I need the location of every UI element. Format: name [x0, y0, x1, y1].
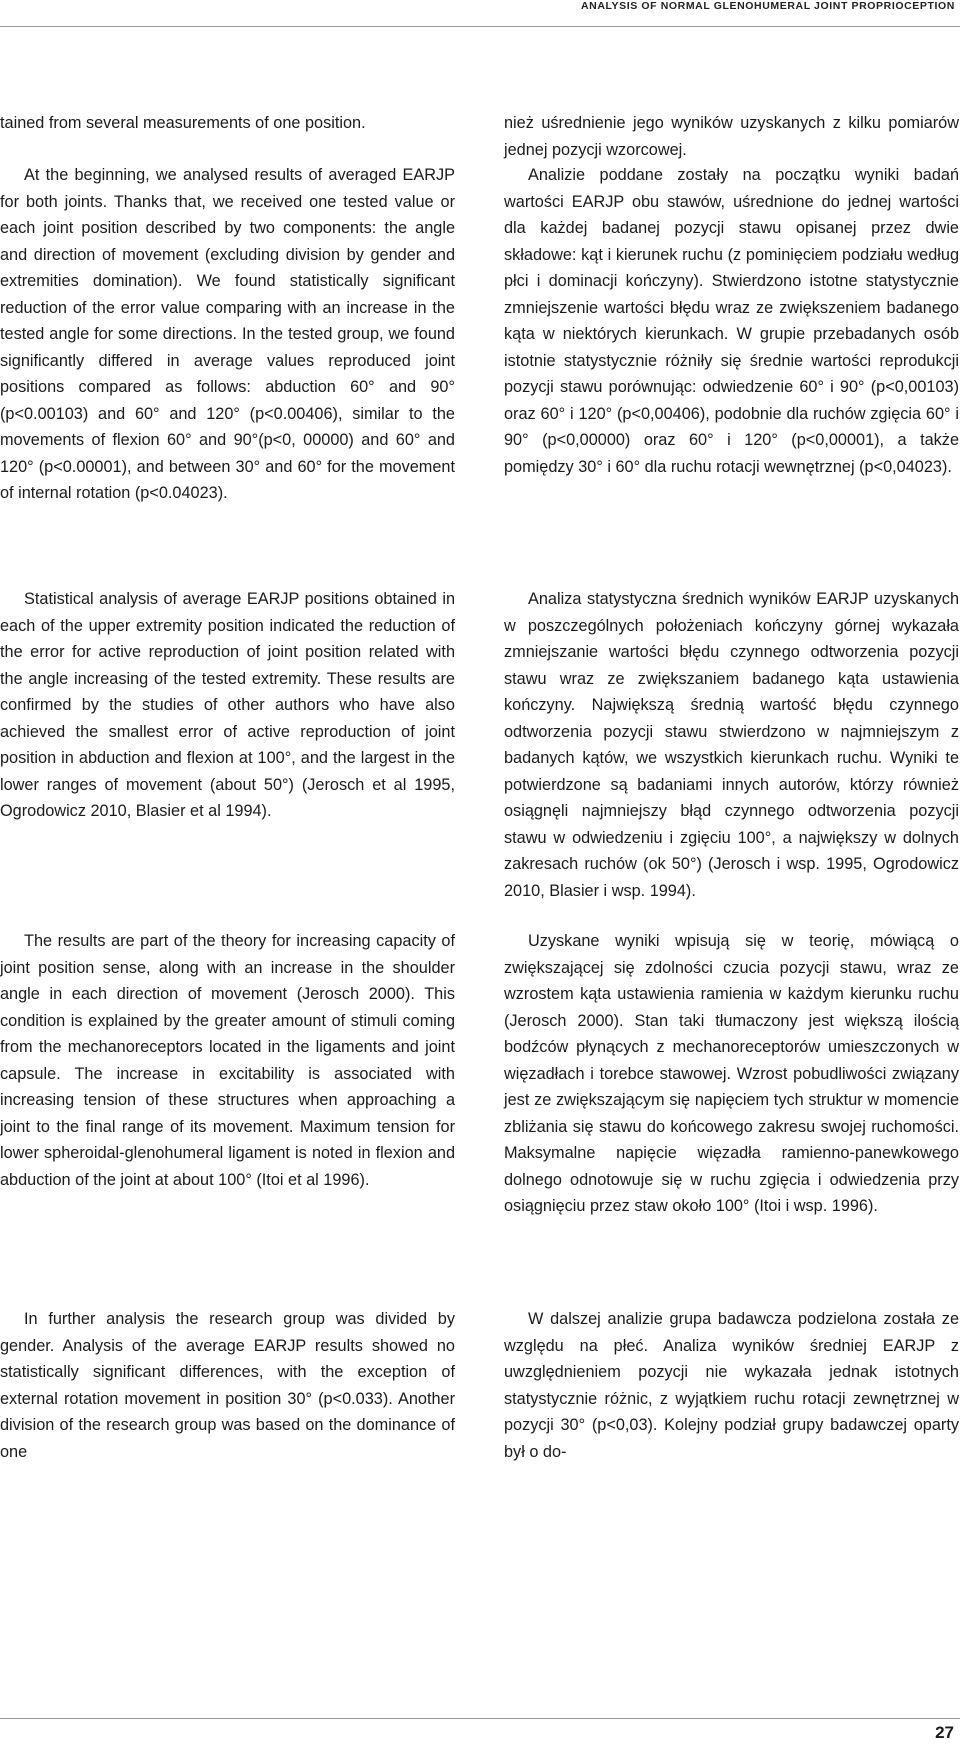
- en-paragraph-3: Statistical analysis of average EARJP positions obtained in each of the upper extremity position indicated the reduction of the error for active reproduction of joint position related with the angle increasing of the tested extremity. These results are confirmed by the studies of other authors who have also achieved the smallest error of active reproduction of joint position in abduction and flexion at 100°, and the largest in the lower ranges of movement (about 50°) (Jerosch et al 1995, Ogrodowicz 2010, Blasier et al 1994).: [0, 590, 455, 820]
- footer-rule: [0, 1718, 960, 1719]
- page-number: 27: [935, 1723, 954, 1742]
- pl-paragraph-4: Uzyskane wyniki wpisują się w teorię, mówiącą o zwiększającej się zdolności czucia pozycji stawu, wraz ze wzrostem kąta ustawienia ramienia w każdym kierunku ruchu (Jerosch 2000). Stan taki tłumaczony jest większą ilością bodźców płynących z mechanoreceptorów umieszczonych w więzadłach i torebce stawowej. Wzrost pobudliwości związany jest ze zwiększającym się napięciem tych struktur w momencie zbliżania się stawu do końcowego zakresu swojej ruchomości. Maksymalne napięcie więzadła ramienno-panewkowego dolnego odnotowuje się w ruchu zgięcia i odwiedzenia przy osiągnięciu przez staw około 100° (Itoi i wsp. 1996).: [504, 932, 959, 1215]
- pl-paragraph-5: W dalszej analizie grupa badawcza podzielona została ze względu na płeć. Analiza wyników średniej EARJP z uwzględnieniem pozycji nie wykazała jednak istotnych statystycznie różnic, z wyjątkiem ruchu rotacji zewnętrznej w pozycji 30° (p<0,03). Kolejny podział grupy badawczej oparty był o do-: [504, 1310, 959, 1461]
- running-title: ANALYSIS OF NORMAL GLENOHUMERAL JOINT PROPRIOCEPTION: [580, 0, 955, 12]
- pl-paragraph-3: Analiza statystyczna średnich wyników EARJP uzyskanych w poszczególnych położeniach kończyny górnej wykazała zmniejszanie wartości błędu czynnego odtworzenia pozycji stawu wraz ze zwiększaniem badanego kąta ustawienia kończyny. Największą średnią wartość błędu czynnego odtworzenia pozycji stawu stwierdzono w najmniejszym z badanych kątów, we wszystkich kierunkach ruchu. Wyniki te potwierdzone są badaniami innych autorów, którzy również osiągnęli najmniejszy błąd czynnego odtworzenia pozycji stawu w odwiedzeniu i zgięciu 100°, a największy w dolnych zakresach ruchów (ok 50°) (Jerosch i wsp. 1995, Ogrodowicz 2010, Blasier i wsp. 1994).: [504, 590, 959, 900]
- en-paragraph-1: tained from several measurements of one position.: [0, 114, 366, 132]
- header-rule: [0, 26, 960, 27]
- en-paragraph-2: At the beginning, we analysed results of averaged EARJP for both joints. Thanks that, we received one tested value or each joint position described by two components: the angle and direction of movement (excluding division by gender and extremities domination). We found statistically significant reduction of the error value comparing with an increase in the tested angle for some directions. In the tested group, we found significantly differed in average values reproduced joint positions compared as follows: abduction 60° and 90° (p<0.00103) and 60° and 120° (p<0.00406), similar to the movements of flexion 60° and 90°(p<0, 00000) and 60° and 120° (p<0.00001), and between 30° and 60° for the movement of internal rotation (p<0.04023).: [0, 166, 455, 502]
- en-paragraph-5: In further analysis the research group was divided by gender. Analysis of the average EARJP results showed no statistically significant differences, with the exception of external rotation movement in position 30° (p<0.033). Another division of the research group was based on the dominance of one: [0, 1310, 455, 1461]
- en-paragraph-4: The results are part of the theory for increasing capacity of joint position sense, along with an increase in the shoulder angle in each direction of movement (Jerosch 2000). This condition is explained by the greater amount of stimuli coming from the mechanoreceptors located in the ligaments and joint capsule. The increase in excitability is associated with increasing tension of these structures when approaching a joint to the final range of its movement. Maximum tension for lower spheroidal-glenohumeral ligament is noted in flexion and abduction of the joint at about 100° (Itoi et al 1996).: [0, 932, 455, 1189]
- pl-paragraph-2: Analizie poddane zostały na początku wyniki badań wartości EARJP obu stawów, uśrednione do jednej wartości dla każdej badanej pozycji stawu opisanej przez dwie składowe: kąt i kierunek ruchu (z pominięciem podziału według płci i dominacji kończyny). Stwierdzono istotne statystycznie zmniejszenie wartości błędu wraz ze zwiększeniem badanego kąta w niektórych kierunkach. W grupie przebadanych osób istotnie statystycznie różniły się średnie wartości reprodukcji pozycji stawu porównując: odwiedzenie 60° i 90° (p<0,00103) oraz 60° i 120° (p<0,00406), podobnie dla ruchów zgięcia 60° i 90° (p<0,00000) oraz 60° i 120° (p<0,00001), a także pomiędzy 30° i 60° dla ruchu rotacji wewnętrznej (p<0,04023).: [504, 166, 959, 476]
- pl-paragraph-1: nież uśrednienie jego wyników uzyskanych z kilku pomiarów jednej pozycji wzorcowej.: [504, 114, 959, 159]
